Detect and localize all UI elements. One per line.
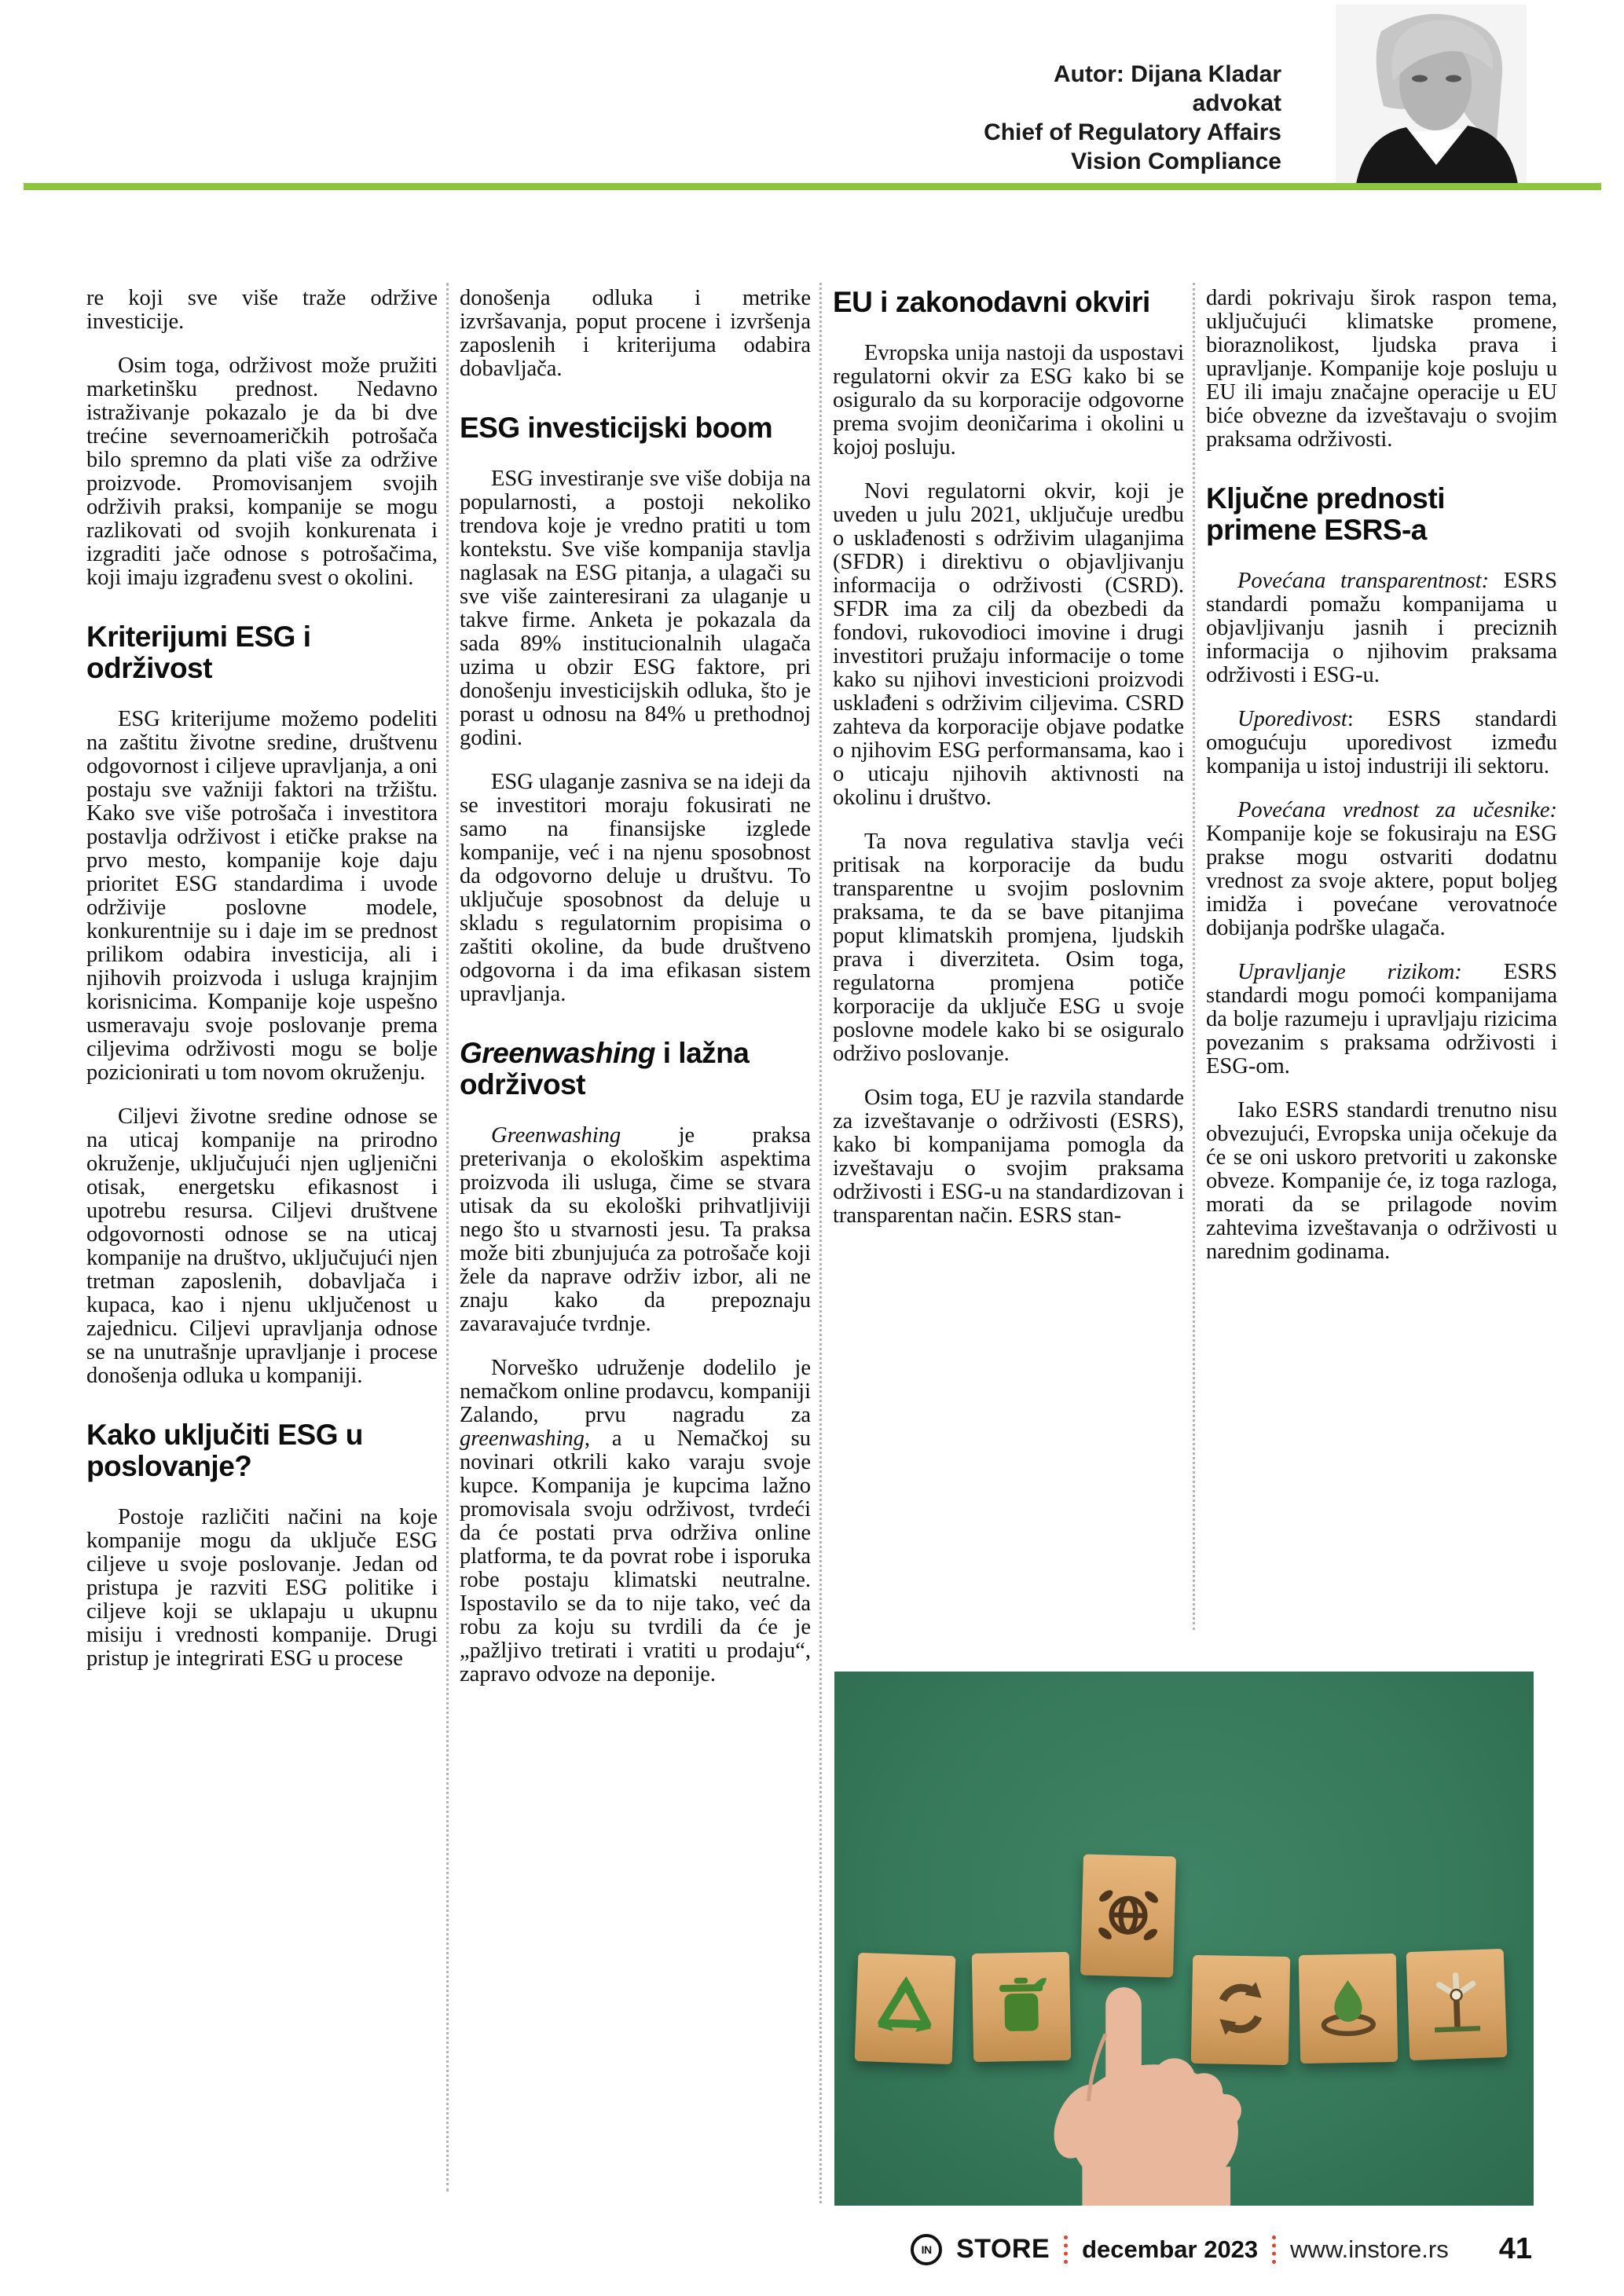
wood-block-water-drop (1299, 1954, 1398, 2063)
article-paragraph: Iako ESRS standardi trenutno nisu obvezujući, Evropska unija očekuje da će se oni uskoro pretvoriti u zakonske obveze. Kompanije će, iz toga razloga, morati da se prilagode novim zahtevima izveštavanja o održivosti u narednim godinama. (1206, 1098, 1557, 1264)
article-paragraph: ESG ulaganje zasniva se na ideji da se investitori moraju fokusirati ne samo na finansijske izglede kompanije, već i na njenu sposobnost da odgovorno deluje u društvu. To uključuje sposobnost da deluje u skladu s regulatornim propisima o zaštiti okoline, da bude društveno odgovorna i da ima efikasan sistem upravljanja. (460, 770, 811, 1006)
article-column-2 (460, 287, 811, 1707)
article-paragraph: ESG kriterijume možemo podeliti na zaštitu životne sredine, društvenu odgovornost i ciljeve upravljanja, a oni postaju sve važniji faktori na tržištu. Kako sve više potrošača i investitora postavlja održivost i etičke prakse na prvo mesto, kompanije koje daju prioritet ESG standardima i uvode održivije poslovne modele, konkurentnije su i daje im se prednost prilikom odabira investicija, ali i njihovih proizvoda i usluga krajnjim korisnicima. Kompanije koje uspešno usmeravaju svoje poslovanje prema ciljevima održivosti mogu se bolje pozicionirati u tom novom okruženju. (86, 707, 438, 1085)
article-paragraph: Novi regulatorni okvir, koji je uveden u julu 2021, uključuje uredbu o usklađenosti s održivim ulaganjima (SFDR) i direktivu o objavljivanju informacija o održivosti (CSRD). SFDR ima za cilj da obezbedi da fondovi, rukovodioci imovine i drugi investitori pružaju informacije o tome kako su njihovi investicioni proizvodi usklađeni s održivim ciljevima. CSRD zahteva da korporacije objave podatke o njihovim ESG performansama, kao i o uticaju njihovih aktivnosti na okolinu i društvo. (833, 479, 1184, 810)
article-paragraph: Upravljanje rizikom: ESRS standardi mogu pomoći kompanijama da bolje razumeju i upravljaju rizicima povezanim s praksama održivosti i ESG-om. (1206, 960, 1557, 1078)
article-paragraph: Osim toga, EU je razvila standarde za izveštavanje o održivosti (ESRS), kako bi kompanijama pomogla da izveštavaju o svojim praksama održivosti i ESG-u na standardizovan i transparentan način. ESRS stan- (833, 1086, 1184, 1228)
footer-date: decembar 2023 (1082, 2235, 1259, 2263)
globe-leaves-icon (1093, 1878, 1164, 1953)
column-divider (1193, 283, 1195, 1630)
footer-separator (1272, 2236, 1276, 2264)
author-block (984, 60, 1281, 176)
article-paragraph: Uporedivost: ESRS standardi omogućuju uporedivost između kompanija u istoj industriji ili sektoru. (1206, 707, 1557, 778)
pointing-hand-icon (988, 1987, 1270, 2206)
author-title: advokat (1192, 90, 1281, 116)
section-heading: Kako uključiti ESG u poslovanje? (86, 1419, 363, 1482)
article-paragraph: dardi pokrivaju širok raspon tema, uključujući klimatske promene, bioraznolikost, ljudska prava i upravljanje. Kompanije koje posluju u EU ili imaju značajne operacije u EU biće obvezne da izveštavaju o svojim praksama održivosti. (1206, 286, 1557, 452)
author-role: Chief of Regulatory Affairs (984, 119, 1281, 145)
page-number: 41 (1498, 2232, 1532, 2265)
wood-block-globe-leaves (1080, 1854, 1176, 1977)
article-paragraph: ESG investiranje sve više dobija na popularnosti, a postoji nekoliko trendova koje je vredno pratiti u tom kontekstu. Sve više kompanija stavlja naglasak na ESG pitanja, a ulagači su sve više zainteresirani za ulaganje u takve firme. Anketa je pokazala da sada 89% institucionalnih ulagača uzima u obzir ESG faktore, pri donošenju investicijskih odluka, što je porast u odnosu na 84% u prethodnoj godini. (460, 467, 811, 750)
footer-separator (1064, 2236, 1068, 2264)
article-paragraph: Greenwashing je praksa preterivanja o ekološkim aspektima proizvoda ili usluga, čime se stvara utisak da su ekološki prihvatljiviji nego što u stvarnosti jesu. Ta praksa može biti zbunjujuća za potrošače koji žele da naprave održiv izbor, ali ne znaju kako da prepoznaju zavaravajuće tvrdnje. (460, 1123, 811, 1336)
article-paragraph: Norveško udruženje dodelilo je nemačkom online prodavcu, kompaniji Zalando, prvu nagradu za greenwashing, a u Nemačkoj su novinari otkrili kako varaju svoje kupce. Kompanija je kupcima lažno promovisala svoju održivost, tvrdeći da će postati prva održiva online platforma, te da povrat robe i isporuka robe postaju klimatski neutralne. Ispostavilo se da to nije tako, već da robu za koju su tvrdili da će je „pažljivo tretirati i vratiti u prodaju“, zapravo odvoze na deponije. (460, 1356, 811, 1686)
section-heading: EU i zakonodavni okviri (833, 286, 1150, 318)
article-paragraph: Postoje različiti načini na koje kompanije mogu da uključe ESG ciljeve u svoje poslovanje. Jedan od pristupa je razviti ESG politike i ciljeve koji se uklapaju u ukupnu misiju i vrednosti kompanije. Drugi pristup je integrirati ESG u procese (86, 1505, 438, 1671)
article-paragraph: Ciljevi životne sredine odnose se na uticaj kompanije na prirodno okruženje, uključujući njen ugljenični otisak, energetsku efikasnost i upotrebu resursa. Ciljevi društvene odgovornosti odnose se na uticaj kompanije na društvo, uključujući njen tretman zaposlenih, dobavljača i kupaca, kao i njenu uključenost u zajednicu. Ciljevi upravljanja odnose se na unutrašnje upravljanje i procese donošenja odluka u kompaniji. (86, 1104, 438, 1388)
logo-store-text: STORE (956, 2234, 1050, 2264)
footer-website: www.instore.rs (1290, 2235, 1449, 2263)
article-paragraph: Evropska unija nastoji da uspostavi regulatorni okvir za ESG kako bi se osiguralo da su korporacije odgovorne prema svojim deoničarima i okolini u kojoj posluju. (833, 341, 1184, 460)
section-heading: Kriterijumi ESG i održivost (86, 621, 311, 684)
article-paragraph: Povećana transparentnost: ESRS standardi pomažu kompanijama u objavljivanju jasnih i preciznih informacija o njihovim praksama održivosti i ESG-u. (1206, 569, 1557, 687)
section-heading: Ključne prednosti primene ESRS-a (1206, 482, 1445, 546)
page-footer (911, 2232, 1532, 2266)
article-column-3 (833, 287, 1184, 1248)
article-paragraph: Povećana vrednost za učesnike: Kompanije koje se fokusiraju na ESG prakse mogu ostvariti dodatnu vrednost za svoje aktere, poput boljeg imidža i povećane verovatnoće dobijanja podrške ulagača. (1206, 798, 1557, 940)
article-paragraph: Ta nova regulativa stavlja veći pritisak na korporacije da budu transparentne u svojim poslovnim praksama, te da se bave pitanjima poput klimatskih promjena, ljudskih prava i diverziteta. Osim toga, regulatorna promjena potiče korporacije da uključe ESG u svoje poslovne modele kako bi se osiguralo održivo poslovanje. (833, 829, 1184, 1066)
wood-block-recycle (855, 1953, 956, 2064)
article-paragraph: Osim toga, održivost može pružiti marketinšku prednost. Nedavno istraživanje pokazalo je da bi dve trećine severnoameričkih potrošača bilo spremno da plati više za održive proizvode. Promovisanjem svojih održivih praksi, kompanije se mogu razlikovati od svojih konkurenata i izgraditi jače odnose s potrošačima, koji imaju izgrađenu svest o okolini. (86, 353, 438, 590)
wind-turbine-icon (1421, 1967, 1492, 2042)
recycle-icon (869, 1971, 940, 2046)
article-column-1 (86, 287, 438, 1691)
column-divider (819, 283, 822, 2203)
author-company: Vision Compliance (1071, 148, 1281, 174)
esg-blocks-photo (834, 1672, 1534, 2206)
wood-block-wind-turbine (1406, 1949, 1508, 2060)
article-paragraph: donošenja odluka i metrike izvršavanja, poput procene i izvršenja zaposlenih i kriterijuma odabira dobavljača. (460, 286, 811, 381)
instore-logo-icon (911, 2234, 942, 2265)
author-name: Autor: Dijana Kladar (1053, 61, 1281, 87)
header-divider-rule (24, 183, 1601, 190)
section-heading: Greenwashing i lažna održivost (460, 1037, 750, 1100)
logo-in-text: IN (921, 2243, 932, 2256)
column-divider (446, 283, 449, 2192)
article-paragraph: re koji sve više traže održive investicije. (86, 286, 438, 334)
article-column-4 (1206, 287, 1557, 1284)
water-drop-icon (1313, 1972, 1384, 2046)
author-photo (1336, 5, 1527, 184)
section-heading: ESG investicijski boom (460, 412, 773, 444)
portrait-image (1336, 5, 1527, 184)
